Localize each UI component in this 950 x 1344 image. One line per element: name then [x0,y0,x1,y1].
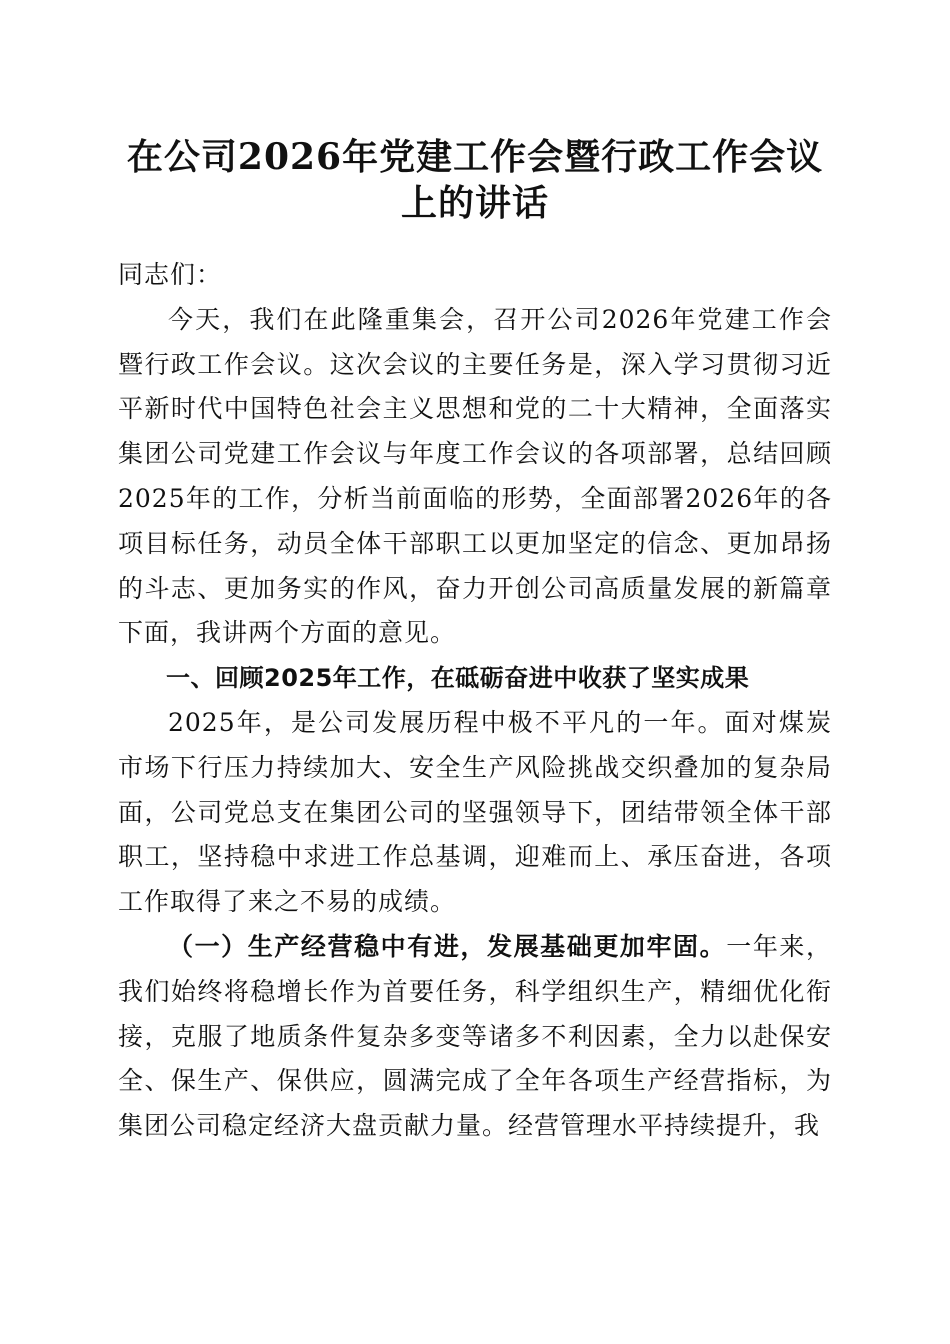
section-intro-paragraph: 2025年，是公司发展历程中极不平凡的一年。面对煤炭市场下行压力持续加大、安全生产风险挑战交织叠加的复杂局面，公司党总支在集团公司的坚强领导下，团结带领全体干部职工，坚持稳中求进工作总基调，迎难而上、承压奋进，各项工作取得了来之不易的成绩。 [118,707,832,917]
intro-paragraph: 今天，我们在此隆重集会，召开公司2026年党建工作会暨行政工作会议。这次会议的主要任务是，深入学习贯彻习近平新时代中国特色社会主义思想和党的二十大精神，全面落实集团公司党建工作会议与年度工作会议的各项部署，总结回顾2025年的工作，分析当前面临的形势，全面部署2026年的各项目标任务，动员全体干部职工以更加坚定的信念、更加昂扬的斗志、更加务实的作风，奋力开创公司高质量发展的新篇章下面，我讲两个方面的意见。 [118,304,832,648]
subsection-text: 一年来，我们始终将稳增长作为首要任务，科学组织生产，精细优化衔接，克服了地质条件复杂多变等诸多不利因素，全力以赴保安全、保生产、保供应，圆满完成了全年各项生产经营指标，为集团公司稳定经济大盘贡献力量。经营管理水平持续提升，我 [118,931,832,1141]
document-title: 在公司2026年党建工作会暨行政工作会议上的讲话 [126,136,824,224]
section-heading: 一、回顾2025年工作，在砥砺奋进中收获了坚实成果 [166,664,750,693]
document-body [118,253,832,1149]
subsection-paragraph [118,925,832,1149]
salutation: 同志们： [118,260,223,289]
subsection-heading: （一）生产经营稳中有进，发展基础更加牢固。 [168,931,727,961]
